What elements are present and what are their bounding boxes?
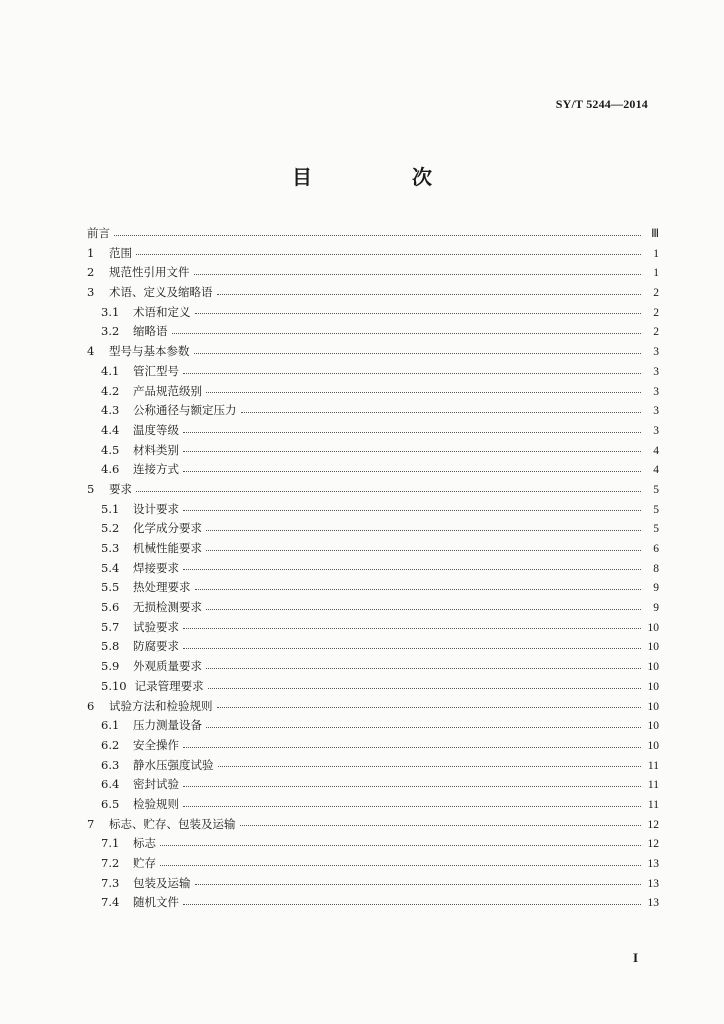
dot-leader <box>172 333 642 334</box>
dot-leader <box>183 747 641 748</box>
toc-entry-page: 10 <box>647 641 659 654</box>
toc-entry-number: 3.1 <box>101 304 120 319</box>
dot-leader <box>206 550 641 551</box>
toc-entry-title: 压力测量设备 <box>133 718 202 733</box>
toc-entry[interactable] <box>87 224 659 244</box>
dot-leader <box>208 688 641 689</box>
dot-leader <box>194 353 642 354</box>
toc-entry-title: 管汇型号 <box>133 363 179 378</box>
toc-entry-number: 4.1 <box>101 363 120 378</box>
toc-entry-page: 9 <box>653 582 659 595</box>
dot-leader <box>217 707 642 708</box>
toc-entry-title: 静水压强度试验 <box>133 757 214 772</box>
toc-entry[interactable] <box>87 559 659 579</box>
toc-entry[interactable] <box>87 657 659 677</box>
dot-leader <box>195 884 642 885</box>
toc-entry-title: 化学成分要求 <box>133 521 202 536</box>
toc-entry-title: 试验要求 <box>133 619 179 634</box>
toc-entry-number: 4.3 <box>101 403 120 418</box>
toc-entry-number: 4.2 <box>101 383 120 398</box>
dot-leader <box>206 668 641 669</box>
dot-leader <box>194 274 642 275</box>
toc-entry[interactable] <box>87 598 659 618</box>
toc-entry[interactable] <box>87 441 659 461</box>
toc-entry-title: 防腐要求 <box>133 639 179 654</box>
toc-entry-page: 11 <box>647 759 659 772</box>
toc-entry-title: 公称通径与额定压力 <box>133 403 237 418</box>
page-number: I <box>632 950 638 965</box>
dot-leader <box>136 254 641 255</box>
toc-entry-number: 3.2 <box>101 324 120 339</box>
toc-entry-page: 10 <box>647 700 659 713</box>
toc-entry-page: 4 <box>653 464 659 477</box>
toc-entry-number: 5.5 <box>101 580 120 595</box>
toc-entry-number: 6.3 <box>101 757 120 772</box>
toc-entry-page: 1 <box>653 247 659 260</box>
dot-leader <box>206 727 641 728</box>
dot-leader <box>183 373 641 374</box>
toc-entry-number: 4.5 <box>101 442 120 457</box>
toc-entry[interactable] <box>87 854 659 874</box>
dot-leader <box>217 294 642 295</box>
toc-entry-page: 3 <box>653 385 659 398</box>
toc-entry-page: 6 <box>653 543 659 555</box>
toc-entry-number: 5.3 <box>101 541 120 555</box>
toc-entry-title: 标志、贮存、包装及运输 <box>109 816 236 831</box>
toc-entry[interactable] <box>87 795 659 815</box>
toc-entry-number: 5 <box>87 481 95 496</box>
toc-entry-title: 试验方法和检验规则 <box>109 698 213 713</box>
toc-entry[interactable] <box>87 244 659 264</box>
dot-leader <box>206 392 641 393</box>
toc-entry-page: 8 <box>653 562 659 575</box>
dot-leader <box>206 530 641 531</box>
dot-leader <box>183 648 641 649</box>
toc-entry-page: 13 <box>647 858 659 870</box>
toc-entry[interactable] <box>87 637 659 657</box>
dot-leader <box>136 491 641 492</box>
toc-entry-number: 1 <box>87 245 95 260</box>
toc-entry[interactable] <box>87 342 659 362</box>
dot-leader <box>183 786 641 787</box>
toc-entry-page: 4 <box>653 444 659 457</box>
toc-entry-title: 记录管理要求 <box>134 678 204 693</box>
toc-entry[interactable] <box>87 815 659 835</box>
toc-entry-page: 10 <box>647 739 659 752</box>
toc-entry-page: 2 <box>653 306 659 319</box>
toc-entry[interactable] <box>87 677 659 697</box>
dot-leader <box>183 628 641 629</box>
dot-leader <box>241 412 642 413</box>
toc-entry[interactable] <box>87 519 659 539</box>
toc-entry-title: 标志 <box>133 836 156 851</box>
toc-entry-page: 13 <box>647 897 659 910</box>
toc-entry-page: 12 <box>647 838 659 851</box>
toc-entry[interactable] <box>87 480 659 500</box>
dot-leader <box>183 451 641 452</box>
toc-entry-number: 5.4 <box>101 560 120 575</box>
toc-entry-page: 12 <box>647 818 659 831</box>
dot-leader <box>218 766 642 767</box>
toc-entry[interactable] <box>87 322 659 342</box>
toc-entry[interactable] <box>87 775 659 795</box>
toc-entry-number: 7.1 <box>101 836 120 851</box>
toc-entry-title: 外观质量要求 <box>133 659 202 674</box>
toc-entry-page: 5 <box>653 483 659 496</box>
toc-entry-page: 10 <box>647 680 659 693</box>
toc-entry-number: 7.2 <box>101 856 120 870</box>
toc-entry-number: 6.4 <box>101 777 120 792</box>
toc-entry-page: 3 <box>653 365 659 378</box>
toc-entry-number: 4 <box>87 344 95 359</box>
toc-entry[interactable] <box>87 401 659 421</box>
toc-entry-number: 5.8 <box>101 639 120 654</box>
toc-entry[interactable] <box>87 382 659 402</box>
toc-entry-number: 2 <box>87 265 95 280</box>
toc-entry[interactable] <box>87 697 659 717</box>
toc-entry-title: 密封试验 <box>133 777 179 792</box>
toc-entry-number: 7.4 <box>101 895 120 910</box>
dot-leader <box>183 904 641 905</box>
toc-entry-title: 产品规范级别 <box>133 383 202 398</box>
dot-leader <box>195 313 642 314</box>
toc-entry-page: 5 <box>653 503 659 516</box>
dot-leader <box>206 609 641 610</box>
toc-entry-number: 5.9 <box>101 659 120 674</box>
dot-leader <box>183 471 641 472</box>
toc-entry-number: 6.2 <box>101 737 120 752</box>
toc-entry-page: 13 <box>647 877 659 890</box>
toc-entry-title: 范围 <box>109 245 132 260</box>
toc-entry-page: 9 <box>653 602 659 615</box>
dot-leader <box>160 845 641 846</box>
dot-leader <box>183 806 641 807</box>
toc-entry-title: 设计要求 <box>133 501 179 516</box>
dot-leader <box>183 432 641 433</box>
toc-entry[interactable] <box>87 578 659 598</box>
toc-entry-page: 3 <box>653 405 659 418</box>
toc-entry-title: 无损检测要求 <box>133 600 202 615</box>
toc-entry-page: 2 <box>653 326 659 339</box>
toc-entry[interactable] <box>87 834 659 854</box>
dot-leader <box>160 865 641 866</box>
toc-entry-number: 5.6 <box>101 600 120 615</box>
toc-entry-page: 11 <box>647 798 659 811</box>
toc-entry-page: 3 <box>653 424 659 437</box>
toc-entry-number: 5.7 <box>101 619 120 634</box>
toc-entry-number: 3 <box>87 285 95 300</box>
toc-entry-title: 型号与基本参数 <box>109 344 190 359</box>
dot-leader <box>183 569 641 570</box>
toc-entry[interactable] <box>87 893 659 913</box>
toc-entry-page: 10 <box>647 720 659 733</box>
toc-entry-page: 2 <box>653 287 659 300</box>
toc-entry-title: 材料类别 <box>133 442 179 457</box>
toc-entry-title: 前言 <box>87 226 110 240</box>
toc-entry-number: 7.3 <box>101 875 120 890</box>
toc-entry-title: 规范性引用文件 <box>109 265 190 280</box>
toc-entry-number: 5.10 <box>101 678 127 693</box>
toc-entry[interactable] <box>87 283 659 303</box>
toc-entry-number: 6.1 <box>101 718 120 733</box>
toc-entry-page: 10 <box>647 661 659 674</box>
toc-entry-title: 术语、定义及缩略语 <box>109 285 213 300</box>
dot-leader <box>240 825 642 826</box>
toc-entry[interactable] <box>87 263 659 283</box>
dot-leader <box>183 510 641 511</box>
toc-entry[interactable] <box>87 362 659 382</box>
toc-entry-page: 11 <box>647 779 659 792</box>
toc-entry-page: Ⅲ <box>651 228 659 240</box>
toc-entry-number: 5.1 <box>101 501 120 516</box>
toc-entry-number: 4.4 <box>101 422 120 437</box>
toc-entry[interactable] <box>87 736 659 756</box>
toc-entry-page: 3 <box>653 346 659 359</box>
toc-entry-title: 焊接要求 <box>133 560 179 575</box>
toc-entry[interactable] <box>87 303 659 323</box>
dot-leader <box>195 589 642 590</box>
toc-entry-title: 安全操作 <box>133 737 179 752</box>
toc-entry-title: 温度等级 <box>133 422 179 437</box>
toc-entry-title: 包装及运输 <box>133 875 191 890</box>
dot-leader <box>114 235 641 236</box>
toc-entry-title: 贮存 <box>133 856 156 870</box>
toc-entry-title: 要求 <box>109 481 132 496</box>
toc-entry-title: 缩略语 <box>133 324 168 339</box>
toc-entry[interactable] <box>87 618 659 638</box>
toc-entry-page: 10 <box>647 621 659 634</box>
page-title: 目 次 <box>292 165 472 189</box>
toc-entry[interactable] <box>87 421 659 441</box>
toc-entry-number: 4.6 <box>101 462 120 477</box>
toc-entry-number: 7 <box>87 816 95 831</box>
toc-entry-title: 机械性能要求 <box>133 541 202 555</box>
standard-code: SY/T 5244—2014 <box>555 97 648 111</box>
toc-entry-title: 连接方式 <box>133 462 179 477</box>
toc-entry[interactable] <box>87 756 659 776</box>
toc-entry[interactable] <box>87 539 659 559</box>
toc-entry[interactable] <box>87 874 659 894</box>
toc-entry-title: 随机文件 <box>133 895 179 910</box>
table-of-contents <box>87 224 659 913</box>
toc-entry-page: 5 <box>653 523 659 536</box>
toc-entry[interactable] <box>87 500 659 520</box>
toc-entry-title: 检验规则 <box>133 796 179 811</box>
toc-entry[interactable] <box>87 716 659 736</box>
toc-entry-number: 6 <box>87 698 95 713</box>
toc-entry-title: 术语和定义 <box>133 304 191 319</box>
toc-entry-page: 1 <box>653 267 659 280</box>
toc-entry-number: 5.2 <box>101 521 120 536</box>
toc-entry-number: 6.5 <box>101 796 120 811</box>
toc-entry-title: 热处理要求 <box>133 580 191 595</box>
toc-entry[interactable] <box>87 460 659 480</box>
